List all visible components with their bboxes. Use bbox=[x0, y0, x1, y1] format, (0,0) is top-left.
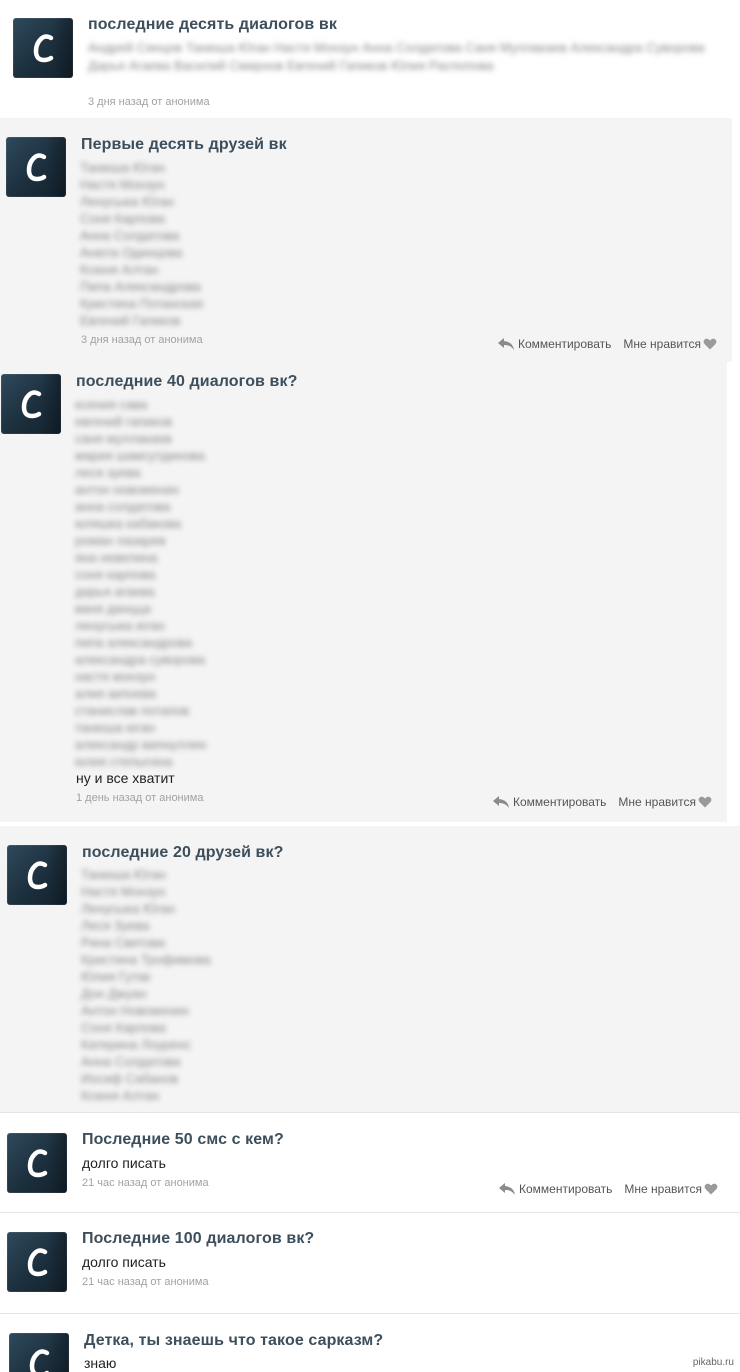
avatar[interactable] bbox=[9, 1333, 69, 1372]
blurred-answer-list bbox=[80, 159, 203, 329]
letter-c-avatar-icon bbox=[13, 18, 73, 78]
blurred-line: Соня Карпова bbox=[81, 1020, 166, 1035]
question-title[interactable]: Последние 50 смс с кем? bbox=[82, 1131, 284, 1148]
blurred-line: Антон Новоженин bbox=[81, 1003, 189, 1018]
letter-c-avatar-icon bbox=[7, 1232, 67, 1292]
blurred-line: Евгений Гапиков bbox=[80, 313, 181, 328]
like-button[interactable] bbox=[618, 795, 712, 809]
blurred-line: саня муллакаев bbox=[75, 431, 172, 446]
answer-text: знаю bbox=[84, 1355, 117, 1371]
site-watermark: pikabu.ru bbox=[692, 1357, 734, 1368]
comment-label: Комментировать bbox=[519, 1182, 613, 1196]
blurred-line: Леся Зуева bbox=[81, 918, 150, 933]
blurred-line: Иосиф Сабанов bbox=[81, 1071, 179, 1086]
blurred-line: Танюша Юган bbox=[81, 867, 166, 882]
blurred-line: Ксюня Алтан bbox=[81, 1088, 160, 1103]
letter-c-avatar-icon bbox=[7, 845, 67, 905]
blurred-line: ваня данцца bbox=[75, 601, 151, 616]
heart-icon bbox=[704, 1183, 718, 1195]
blurred-line: мария шамсутдинова bbox=[75, 448, 205, 463]
answer-text: долго писать bbox=[82, 1155, 166, 1171]
blurred-line: Пипа Александрова bbox=[80, 279, 201, 294]
blurred-line: Анна Солдатова bbox=[80, 228, 180, 243]
post-meta: 21 час назад от анонима bbox=[82, 1177, 209, 1189]
blurred-line: станислав потапов bbox=[75, 703, 190, 718]
blurred-line: Анюта Одинцова bbox=[80, 245, 183, 260]
letter-c-avatar-icon bbox=[7, 1133, 67, 1193]
letter-c-avatar-icon bbox=[1, 374, 61, 434]
blurred-line: юляшка кабакова bbox=[75, 516, 181, 531]
question-title[interactable]: Детка, ты знаешь что такое сарказм? bbox=[84, 1332, 384, 1349]
reply-arrow-icon bbox=[497, 337, 515, 351]
letter-c-avatar-icon bbox=[9, 1333, 69, 1372]
blurred-line: Кристина Трофимова bbox=[81, 952, 211, 967]
like-label: Мне нравится bbox=[618, 795, 696, 809]
post-actions bbox=[498, 1182, 718, 1196]
avatar[interactable] bbox=[7, 1133, 67, 1193]
post-actions bbox=[492, 795, 712, 809]
question-title[interactable]: последние 20 друзей вк? bbox=[82, 844, 284, 861]
blurred-line: Настя Монзун bbox=[81, 884, 166, 899]
blurred-line: роман лазарев bbox=[75, 533, 166, 548]
blurred-line: юлия степыгина bbox=[75, 754, 173, 769]
post-meta: 3 дня назад от анонима bbox=[81, 334, 203, 346]
heart-icon bbox=[698, 796, 712, 808]
blurred-line: антон новоженин bbox=[75, 482, 180, 497]
comment-label: Комментировать bbox=[513, 795, 607, 809]
blurred-line: Дон Джуан bbox=[81, 986, 147, 1001]
question-title[interactable]: Первые десять друзей вк bbox=[81, 136, 287, 153]
like-label: Мне нравится bbox=[623, 337, 701, 351]
blurred-line: ленусыка юган bbox=[75, 618, 165, 633]
blurred-line: александр вапнуллин bbox=[75, 737, 207, 752]
question-title[interactable]: последние десять диалогов вк bbox=[88, 16, 337, 33]
blurred-line: Рина Светова bbox=[81, 935, 165, 950]
avatar[interactable] bbox=[7, 845, 67, 905]
question-post bbox=[0, 118, 732, 362]
answer-text: долго писать bbox=[82, 1254, 166, 1270]
blurred-line: пипа александрова bbox=[75, 635, 193, 650]
question-post bbox=[0, 1113, 740, 1211]
post-meta: 3 дня назад от анонима bbox=[88, 96, 210, 108]
blurred-answer: Андрей Синцов Танюша Юган Настя Монзун Анна Солдатова Саня Муллакаев Александра Суворова Дарья Агаева Василий Смирнов Евгений Гапиков Юлия Распопова bbox=[88, 40, 705, 73]
reply-arrow-icon bbox=[492, 795, 510, 809]
like-button[interactable] bbox=[623, 337, 717, 351]
blurred-line: настя монзун bbox=[75, 669, 156, 684]
avatar[interactable] bbox=[7, 1232, 67, 1292]
blurred-line: Танюша Юган bbox=[80, 160, 165, 175]
like-button[interactable] bbox=[624, 1182, 718, 1196]
question-post bbox=[0, 0, 740, 118]
post-actions bbox=[497, 337, 717, 351]
blurred-line: танюша юган bbox=[75, 720, 155, 735]
blurred-answer-list bbox=[81, 866, 211, 1104]
question-post bbox=[0, 1213, 740, 1313]
question-post bbox=[0, 1314, 740, 1372]
blurred-line: Соня Карпова bbox=[80, 211, 165, 226]
post-meta: 21 час назад от анонима bbox=[82, 1276, 209, 1288]
blurred-line: Кристина Потанская bbox=[80, 296, 204, 311]
letter-c-avatar-icon bbox=[6, 137, 66, 197]
blurred-line: Ленусыка Юган bbox=[81, 901, 175, 916]
blurred-line: Ленусыка Юган bbox=[80, 194, 174, 209]
question-title[interactable]: последние 40 диалогов вк? bbox=[76, 373, 298, 390]
like-label: Мне нравится bbox=[624, 1182, 702, 1196]
avatar[interactable] bbox=[1, 374, 61, 434]
blurred-line: Катерина Лоуренс bbox=[81, 1037, 192, 1052]
blurred-line: алия акпоева bbox=[75, 686, 157, 701]
comment-button[interactable] bbox=[492, 795, 606, 809]
comment-button[interactable] bbox=[498, 1182, 612, 1196]
heart-icon bbox=[703, 338, 717, 350]
answer-text: ну и все хватит bbox=[76, 770, 175, 786]
question-title[interactable]: Последние 100 диалогов вк? bbox=[82, 1230, 315, 1247]
blurred-line: соня карпова bbox=[75, 567, 156, 582]
avatar[interactable] bbox=[6, 137, 66, 197]
reply-arrow-icon bbox=[498, 1182, 516, 1196]
blurred-line: дарья агаева bbox=[75, 584, 155, 599]
comment-label: Комментировать bbox=[518, 337, 612, 351]
comment-button[interactable] bbox=[497, 337, 611, 351]
blurred-line: евгений гапиков bbox=[75, 414, 173, 429]
blurred-line: александра суворова bbox=[75, 652, 205, 667]
blurred-line: ксения сава bbox=[75, 397, 148, 412]
blurred-line: Настя Монзун bbox=[80, 177, 165, 192]
blurred-line: анна солдатова bbox=[75, 499, 171, 514]
blurred-line: леся зуева bbox=[75, 465, 141, 480]
blurred-line: Ксюня Алтан bbox=[80, 262, 159, 277]
question-post bbox=[0, 826, 740, 1112]
blurred-answer-list bbox=[75, 396, 206, 770]
question-post bbox=[0, 362, 727, 822]
blurred-line: Юлия Гутак bbox=[81, 969, 151, 984]
post-meta: 1 день назад от анонима bbox=[76, 792, 204, 804]
avatar[interactable] bbox=[13, 18, 73, 78]
blurred-line: яна невелина bbox=[75, 550, 158, 565]
blurred-line: Анна Солдатова bbox=[81, 1054, 181, 1069]
